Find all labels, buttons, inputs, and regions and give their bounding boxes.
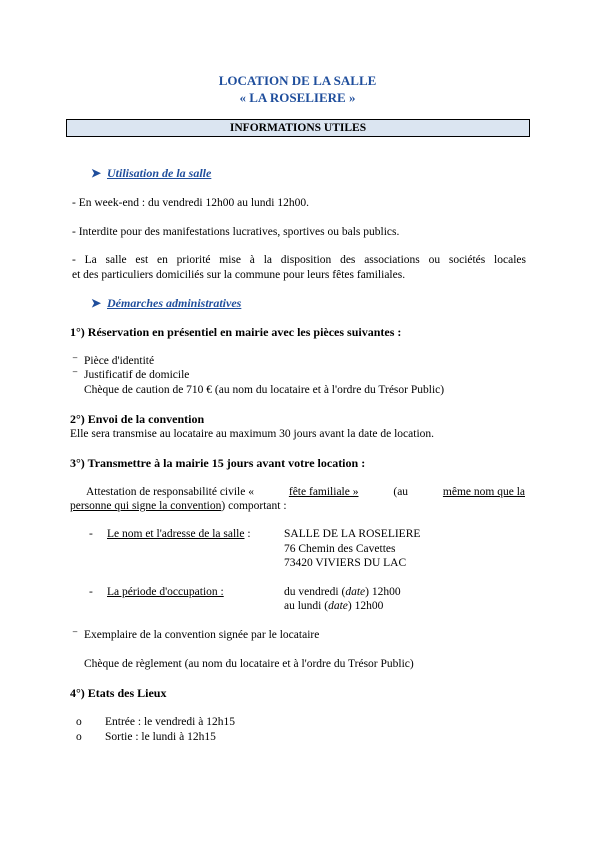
document-title: LOCATION DE LA SALLE — [218, 73, 377, 88]
attestation-line1 — [86, 485, 525, 500]
usage-priority-line2: et des particuliers domiciliés sur la commune pour leurs fêtes familiales. — [72, 269, 406, 281]
item-deposit-cheque: Chèque de caution de 710 € (au nom du locataire et à l'ordre du Trésor Public) — [84, 384, 445, 396]
arrow-right-icon: ➤ — [91, 296, 102, 310]
period-label: La période d'occupation : — [107, 586, 224, 598]
attestation-text: (au — [393, 486, 409, 498]
usage-priority-line1: - La salle est en priorité mise à la disposition des associations ou sociétés locales — [72, 254, 526, 266]
document-subtitle: « LA ROSELIERE » — [239, 90, 356, 105]
dash-bullet-icon: - — [89, 586, 93, 598]
circle-bullet-icon: o — [76, 716, 82, 728]
step4-heading: 4°) Etats des Lieux — [70, 686, 167, 700]
circle-bullet-icon: o — [76, 731, 82, 743]
attestation-text: ) comportant : — [221, 500, 287, 512]
attestation-same-name: même nom que la — [442, 486, 525, 498]
arrow-right-icon: ➤ — [91, 166, 102, 180]
attestation-signer: personne qui signe la convention — [70, 500, 222, 512]
step3-heading: 3°) Transmettre à la mairie 15 jours avant votre location : — [70, 456, 366, 470]
attestation-line2 — [70, 499, 287, 514]
section-usage-title: Utilisation de la salle — [107, 166, 212, 180]
dash-bullet-icon: - — [89, 528, 93, 540]
usage-forbidden: - Interdite pour des manifestations lucratives, sportives ou bals publics. — [72, 226, 400, 238]
info-banner: INFORMATIONS UTILES — [66, 119, 530, 137]
inventory-entry: Entrée : le vendredi à 12h15 — [105, 716, 235, 728]
usage-weekend: - En week-end : du vendredi 12h00 au lundi 12h00. — [72, 197, 309, 209]
section-admin-title: Démarches administratives — [107, 296, 242, 310]
period-start: du vendredi (date) 12h00 — [284, 586, 401, 598]
step2-heading: 2°) Envoi de la convention — [70, 412, 205, 426]
step2-text: Elle sera transmise au locataire au maximum 30 jours avant la date de location. — [70, 428, 435, 440]
period-end: au lundi (date) 12h00 — [284, 600, 384, 612]
payment-cheque: Chèque de règlement (au nom du locataire et à l'ordre du Trésor Public) — [84, 658, 414, 670]
attestation-event: fête familiale » — [288, 486, 359, 498]
list-item — [72, 368, 189, 383]
item-id-card: Pièce d'identité — [84, 355, 155, 367]
attestation-text: Attestation de responsabilité civile « — [86, 486, 254, 498]
dash-bullet-icon: ⁻ — [72, 355, 79, 367]
list-item — [72, 354, 154, 369]
address-line3: 73420 VIVIERS DU LAC — [284, 557, 407, 569]
name-address-label: Le nom et l'adresse de la salle : — [107, 528, 251, 540]
convention-copy: Exemplaire de la convention signée par le locataire — [84, 629, 320, 641]
step1-heading: 1°) Réservation en présentiel en mairie avec les pièces suivantes : — [70, 325, 402, 339]
section-usage-heading — [91, 166, 211, 181]
item-proof-address: Justificatif de domicile — [84, 369, 190, 381]
dash-bullet-icon: ⁻ — [72, 629, 79, 641]
address-line1: SALLE DE LA ROSELIERE — [284, 528, 421, 540]
address-line2: 76 Chemin des Cavettes — [284, 543, 396, 555]
inventory-exit: Sortie : le lundi à 12h15 — [105, 731, 216, 743]
section-admin-heading — [91, 296, 241, 311]
list-item — [72, 628, 319, 643]
dash-bullet-icon: ⁻ — [72, 369, 79, 381]
